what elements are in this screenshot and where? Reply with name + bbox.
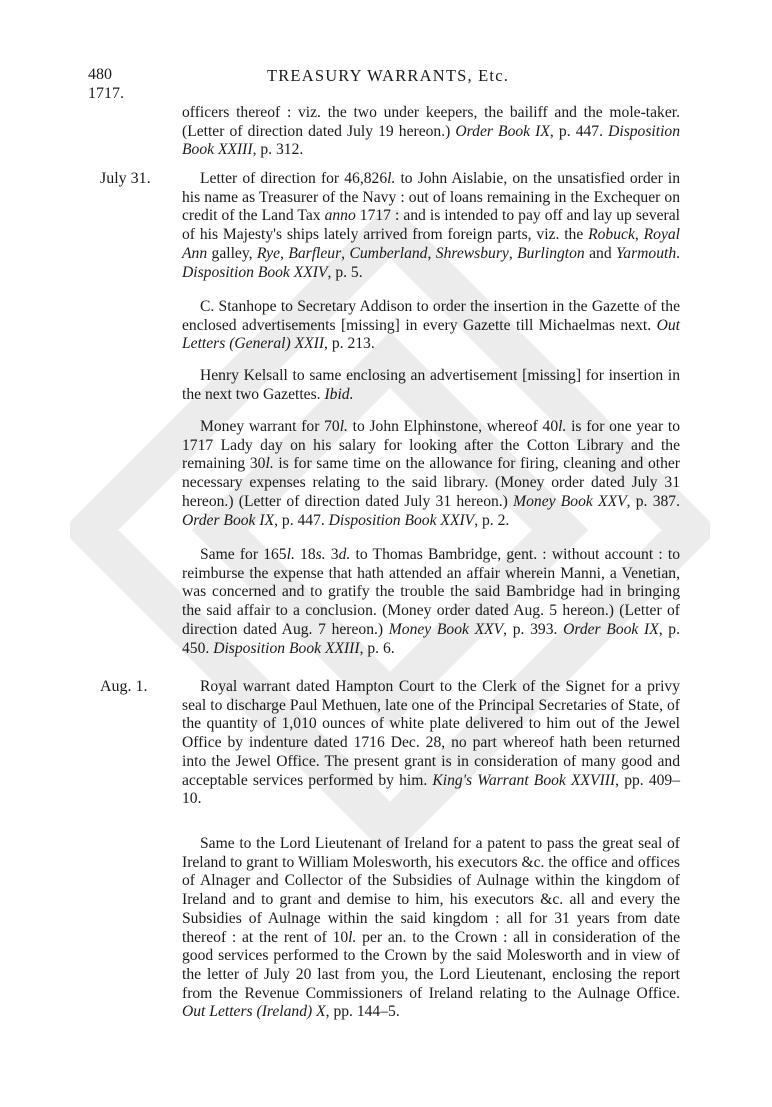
entry-paragraph: C. Stanhope to Secretary Addison to order the insertion in the Gazette of the enclosed advertisements [missing] in every Gazette till Michaelmas next. Out Letters (General) XXII, p. 213. [182,298,680,353]
entry-paragraph: Letter of direction for 46,826l. to John Aislabie, on the unsatisfied order in his name as Treasurer of the Navy : out of loans remaining in the Exchequer on credit of the Land Tax anno 1717 : and is intended to pay off and lay up several of his Majesty's ships lately arrived from foreign parts, viz. the Robuck, Royal Ann galley, Rye, Barfleur, Cumberland, Shrewsbury, Burlington and Yarmouth. Disposition Book XXIV, p. 5. [182,170,681,281]
entry-paragraph: Henry Kelsall to same enclosing an advertisement [missing] for insertion in the next two Gazettes. Ibid. [182,367,680,403]
entry-paragraph: Royal warrant dated Hampton Court to the Clerk of the Signet for a privy seal to discharge Paul Methuen, late one of the Principal Secretaries of State, of the quantity of 1,010 ounces of white plate delivered to him out of the Jewel Office by indenture dated 1716 Dec. 28, no part whereof hath been returned into the Jewel Office. The present grant is in consideration of many good and acceptable services performed by him. King's Warrant Book XXVIII, pp. 409–10. [182,678,681,808]
entry-paragraph: Same to the Lord Lieutenant of Ireland for a patent to pass the great seal of Ireland to grant to William Molesworth, his executors &c. the office and offices of Alnager and Collector of the Subsidies of Aulnage within the kingdom of Ireland and to grant and demise to him, his executors &c. all and every the Subsidies of Aulnage within the said kingdom : all for 31 years from date thereof : at the rent of 10l. per an. to the Crown : all in consideration of the good services performed to the Crown by the said Molesworth and in view of the letter of July 20 last from you, the Lord Lieutenant, enclosing the report from the Revenue Commissioners of Ireland relating to the Aulnage Office. Out Letters (Ireland) X, pp. 144–5. [182,835,680,1021]
running-title: TREASURY WARRANTS, Etc. [266,66,510,85]
margin-year: 1717. [88,85,124,102]
entry-paragraph: Same for 165l. 18s. 3d. to Thomas Bambridge, gent. : without account : to reimburse the expense that hath attended an affair wherein Manni, a Venetian, was concerned and to gratify the trouble the said Bambridge had in bringing the said affair to a conclusion. (Money order dated Aug. 5 hereon.) (Letter of direction dated Aug. 7 hereon.) Money Book XXV, p. 393. Order Book IX, p. 450. Disposition Book XXIII, p. 6. [182,546,681,657]
page-number: 480 [88,66,112,83]
entry-paragraph: Money warrant for 70l. to John Elphinstone, whereof 40l. is for one year to 1717 Lady day on his salary for looking after the Cotton Library and the remaining 30l. is for same time on the allowance for firing, cleaning and other necessary expenses relating to the said library. (Money order dated July 31 hereon.) (Letter of direction dated July 31 hereon.) Money Book XXV, p. 387. Order Book IX, p. 447. Disposition Book XXIV, p. 2. [182,418,680,529]
entry-paragraph: officers thereof : viz. the two under keepers, the bailiff and the mole-taker. (Letter of direction dated July 19 hereon.) Order Book IX, p. 447. Disposition Book XXIII, p. 312. [182,104,681,159]
entry-date: July 31. [100,170,151,187]
page-header [88,66,688,90]
entry-date: Aug. 1. [100,678,148,695]
